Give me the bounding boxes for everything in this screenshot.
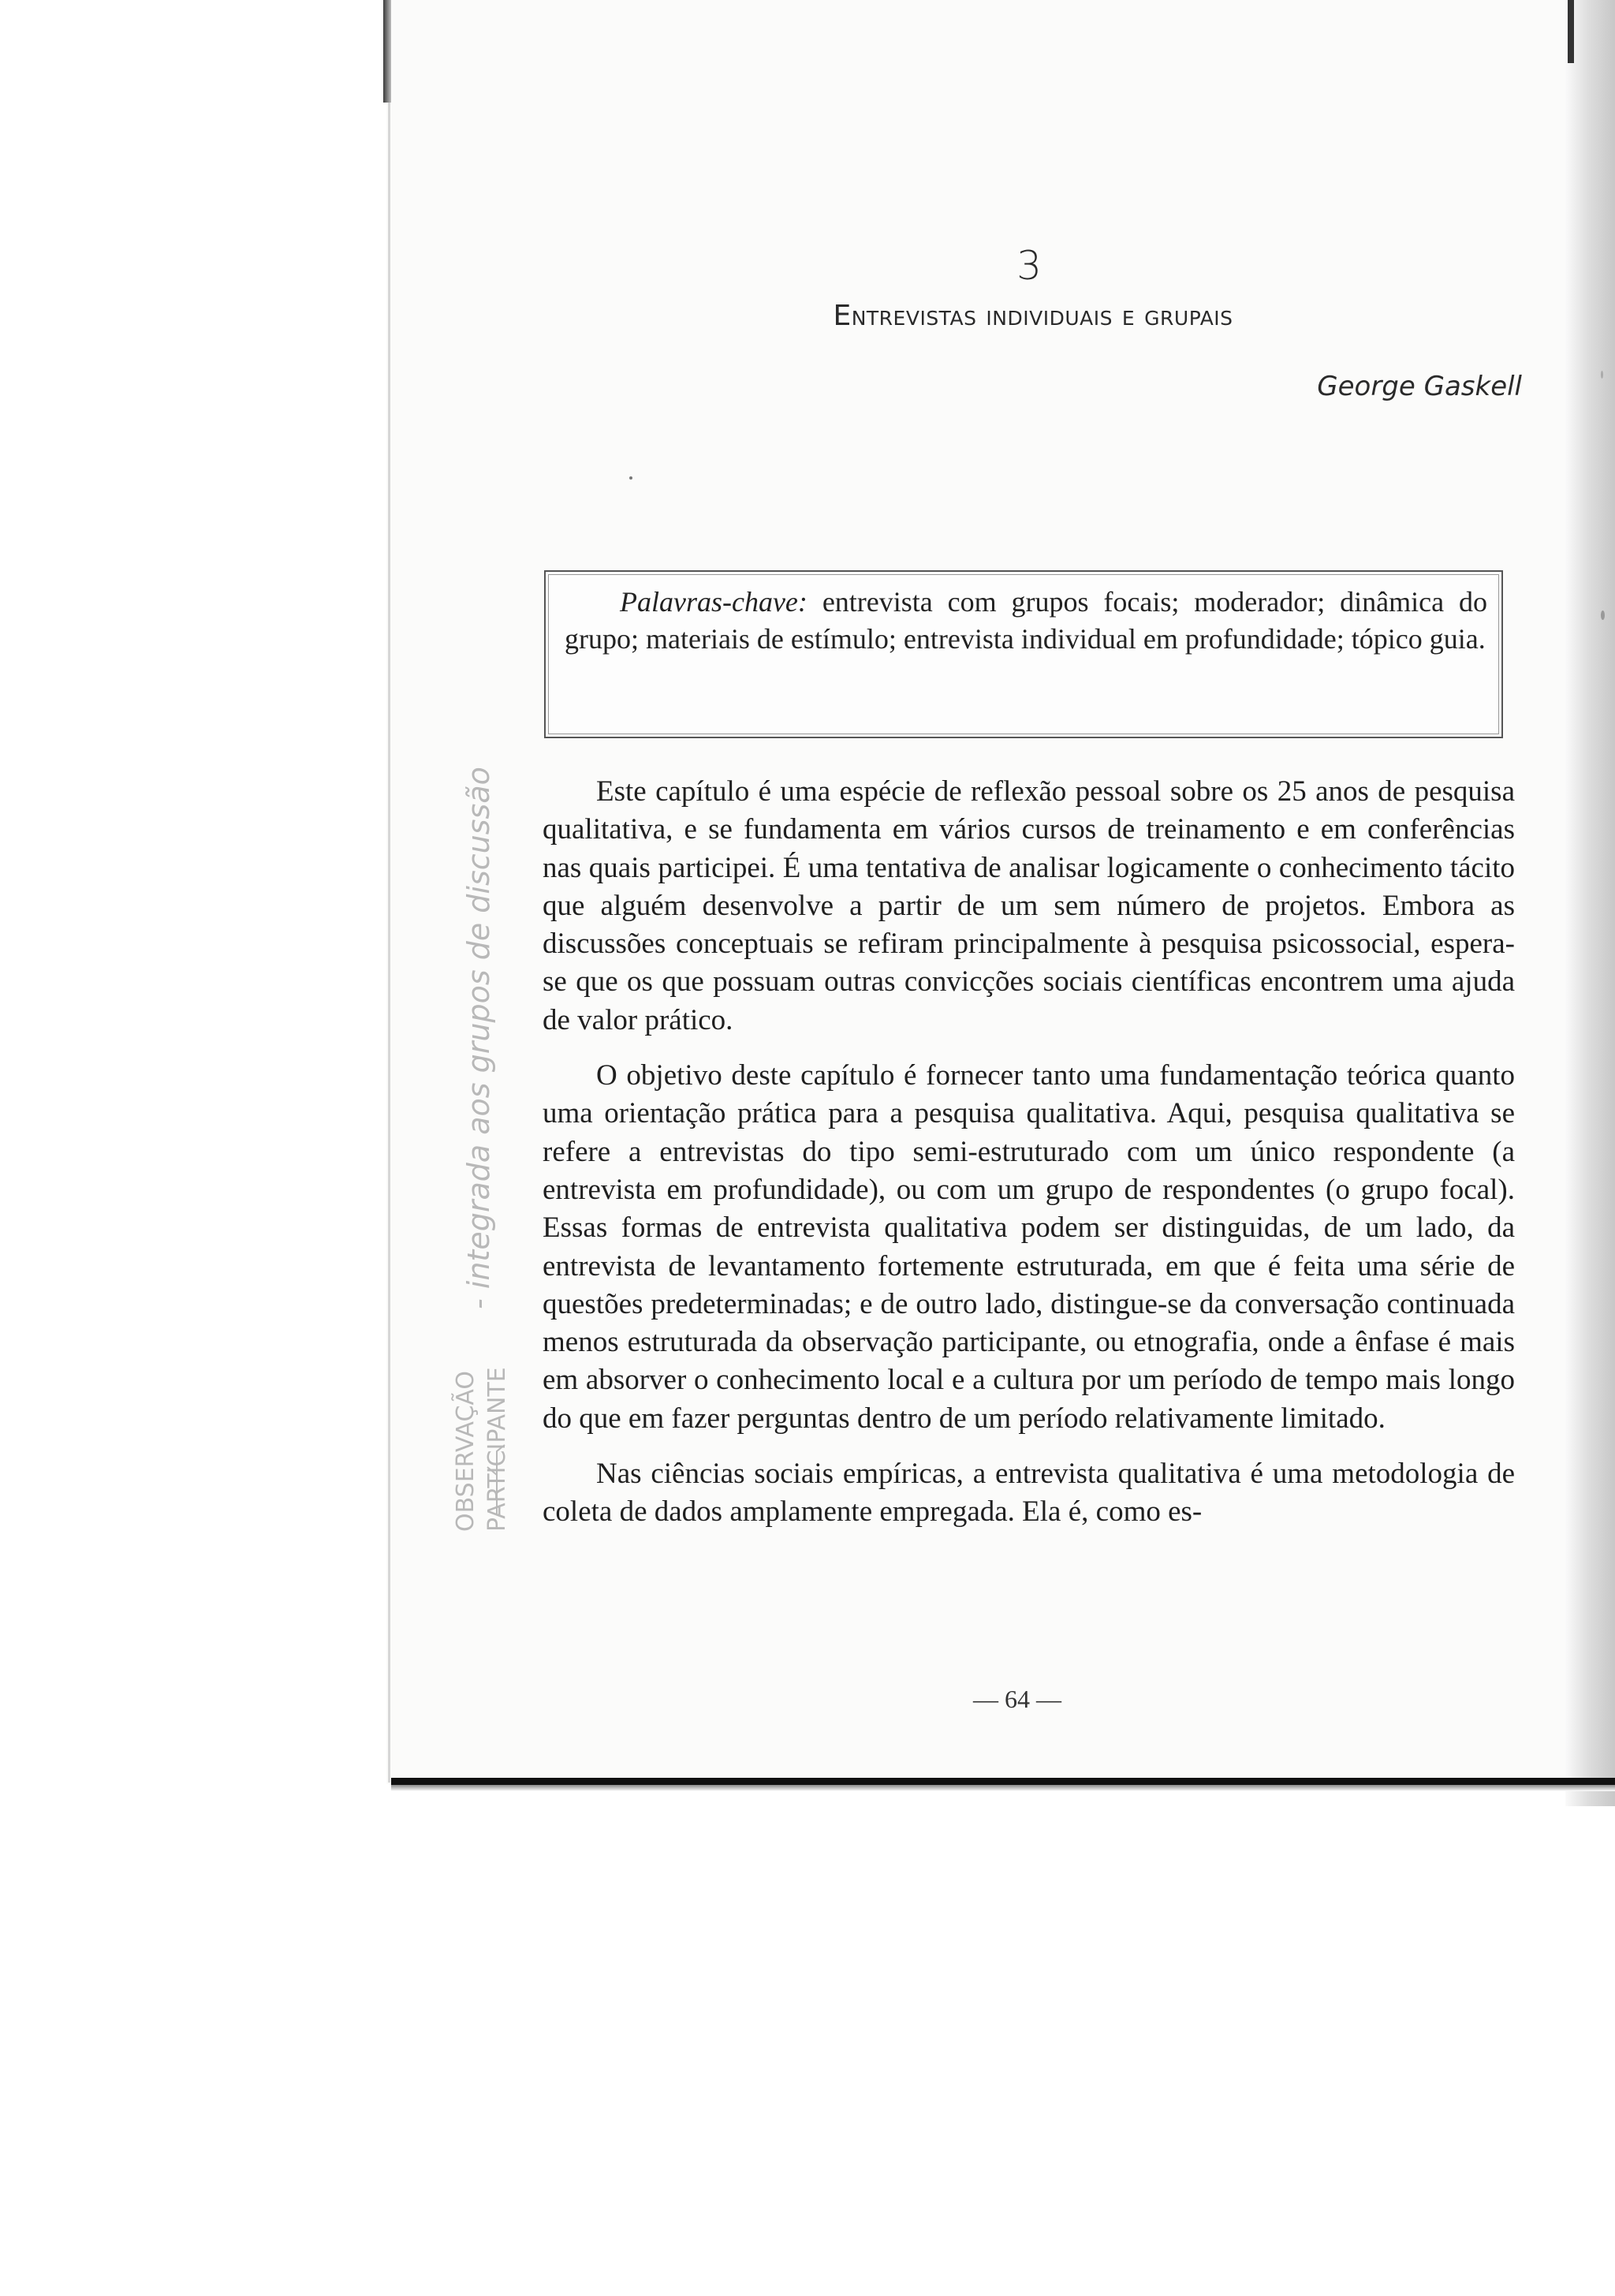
page-left-edge: [388, 103, 390, 1783]
annotation-line-3: - integrada aos grupos de discussão: [461, 767, 496, 1309]
page-spine-shadow: [383, 0, 391, 103]
page-right-edge-mark: [1568, 0, 1574, 63]
page-right-edge-shadow: [1565, 0, 1615, 1806]
paragraph-3: Nas ciências sociais empíricas, a entrevista qualitativa é uma metodologia de coleta de dados amplamente empregada. Ela é, como es-: [543, 1458, 1515, 1529]
keywords-list: entrevista com grupos focais; moderador; dinâmica do grupo; materiais de estímulo; entrevista individual em profundidade; tópico guia.: [565, 586, 1487, 655]
scan-speck: [1601, 610, 1605, 620]
chapter-title: Entrevistas individuais e grupais: [833, 300, 1233, 332]
paragraph-2: O objetivo deste capítulo é fornecer tanto uma fundamentação teórica quanto uma orientação prática para a pesquisa qualitativa. Aqui, pesquisa qualitativa se refere a entrevistas do tipo semi-estruturado com um único respondente (a entrevista em profundidade), ou com um grupo de respondentes (o grupo focal). Essas formas de entrevista qualitativa podem ser distinguidas, de um lado, da entrevista de levantamento fortemente estruturada, em que é feita uma série de questões predeterminadas; e de outro lado, distingue-se da conversação continuada menos estruturada da observação participante, ou etnografia, onde a ênfase é mais em absorver o conhecimento local e a cultura por um período de tempo mais longo do que em fazer perguntas dentro de um período relativamente limitado.: [543, 1059, 1515, 1435]
chapter-body: [543, 773, 1515, 1549]
paragraph-1: Este capítulo é uma espécie de reflexão pessoal sobre os 25 anos de pesquisa qualitativa, e se fundamenta em vários cursos de treinamento e em conferências nas quais participei. É uma tentativa de analisar logicamente o conhecimento tácito que alguém desenvolve a partir de um sem número de projetos. Embora as discussões conceptuais se refiram principalmente à pesquisa psicossocial, espera-se que os que possuam outras convicções sociais científicas encontrem uma ajuda de valor prático.: [543, 775, 1515, 1036]
scan-speck: [629, 476, 632, 480]
page-bottom-shadow: [391, 1785, 1615, 1791]
annotation-line-1: OBSERVAÇÃO: [452, 1370, 479, 1532]
chapter-number: 3: [1016, 243, 1042, 289]
keywords-label: Palavras-chave:: [620, 586, 808, 618]
keywords-text: [565, 584, 1487, 658]
page-number: — 64 —: [973, 1685, 1061, 1713]
chapter-author: George Gaskell: [1317, 371, 1522, 402]
page-bottom-edge: [391, 1778, 1615, 1785]
annotation-line-2: PARTICIPANTE: [483, 1367, 511, 1532]
scan-speck: [1601, 371, 1603, 379]
